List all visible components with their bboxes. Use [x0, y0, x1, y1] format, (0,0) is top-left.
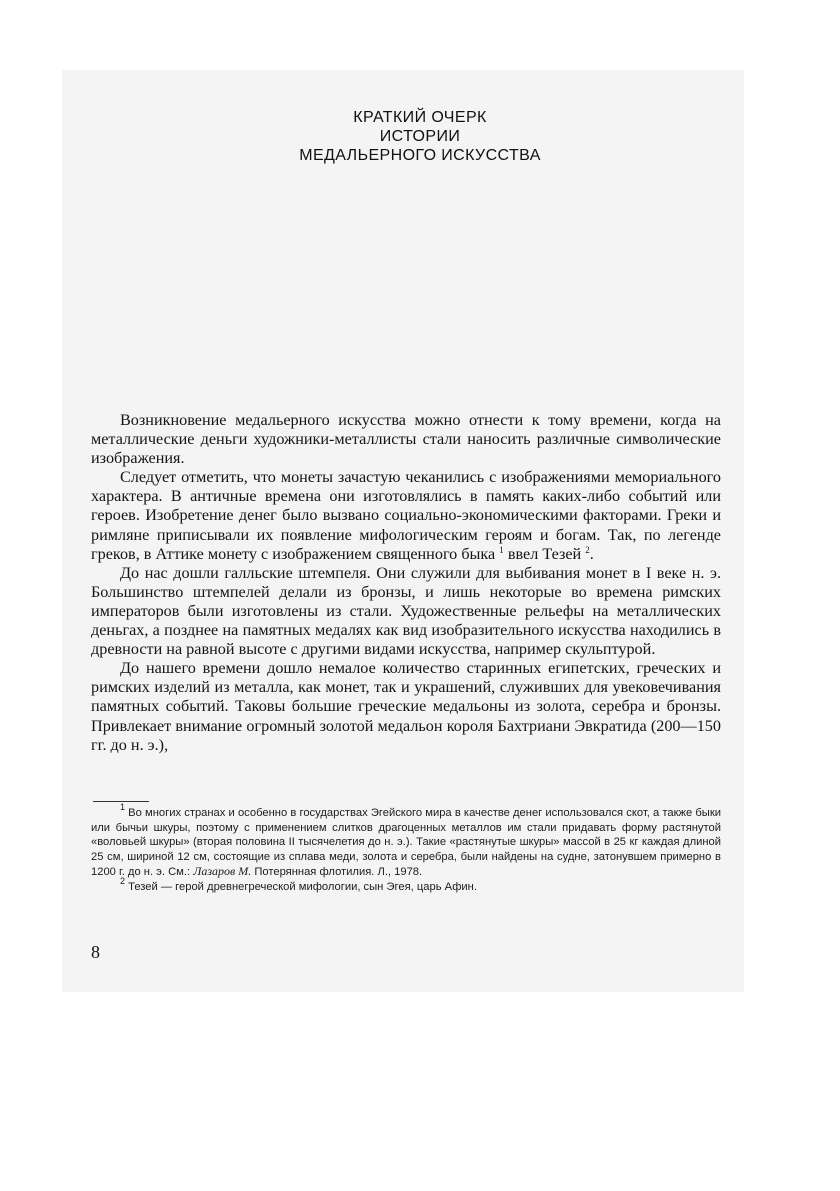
- chapter-title-line-3: МЕДАЛЬЕРНОГО ИСКУССТВА: [299, 147, 541, 164]
- footnote-1-text: Во многих странах и особенно в государствах Эгейского мира в качестве денег использовался скот, а также быки или бычьи шкуры, поэтому с применением слитков драгоценных металлов им стали придавать форму растянутой «воловьей шкуры» (вторая половина II тысячелетия до н. э.). Такие «растянутые шкуры» массой в 25 кг каждая длиной 25 см, шириной 12 см, состоящие из сплава меди, золота и серебра, были найдены на судне, затонувшем примерно в 1200 г. до н. э. См.:: [91, 807, 721, 879]
- chapter-title: [0, 108, 840, 165]
- footnote-2-text: Тезей — герой древнегреческой мифологии, сын Эгея, царь Афин.: [125, 880, 477, 893]
- paragraph-2-mid: ввел Тезей: [503, 544, 582, 563]
- footnote-1: [91, 802, 721, 880]
- paragraph-1: Возникновение медальерного искусства можно отнести к тому времени, когда на металлические деньги художники-металлисты стали наносить различные символические изображения.: [91, 411, 721, 468]
- footnote-ref-2[interactable]: 2: [585, 544, 590, 555]
- page-number: 8: [91, 942, 100, 962]
- footnote-2-marker: 2: [120, 875, 126, 886]
- paragraph-2-text: Следует отметить, что монеты зачастую чеканились с изображениями мемориального характера. В античные времена они изготовлялись в память каких-либо событий или героев. Изобретение денег было вызвано социально-экономическими факторами. Греки и римляне приписывали их появление мифологическим героям и богам. Так, по легенде греков, в Аттике монету с изображением священного быка: [91, 468, 721, 563]
- footnote-1-tail: Потерянная флотилия. Л., 1978.: [251, 866, 423, 879]
- paragraph-2-end: .: [589, 544, 594, 563]
- body-text: [91, 411, 721, 755]
- footnote-1-marker: 1: [120, 802, 126, 812]
- paragraph-3: До нас дошли галльские штемпеля. Они служили для выбивания монет в I веке н. э. Большинство штемпелей делали из бронзы, и лишь некоторые во времена римских императоров были изготовлены из стали. Художественные рельефы на металлических деньгах, а позднее на памятных медалях как вид изобразительного искусства находились в древности на равной высоте с другими видами искусства, например скульптурой.: [91, 563, 721, 659]
- footnote-ref-1[interactable]: 1: [499, 544, 504, 555]
- chapter-title-line-1: КРАТКИЙ ОЧЕРК: [353, 109, 487, 126]
- footnote-2: [91, 875, 721, 895]
- paragraph-4: До нашего времени дошло немалое количество старинных египетских, греческих и римских изделий из металла, как монет, так и украшений, служивших для увековечивания памятных событий. Таковы большие греческие медальоны из золота, серебра и бронзы. Привлекает внимание огромный золотой медальон короля Бахтриани Эвкратида (200—150 гг. до н. э.),: [91, 659, 721, 754]
- chapter-title-line-2: ИСТОРИИ: [379, 128, 461, 145]
- footnotes: [91, 802, 721, 895]
- footnote-1-author: Лазаров М.: [193, 864, 252, 879]
- paragraph-2: [91, 468, 721, 563]
